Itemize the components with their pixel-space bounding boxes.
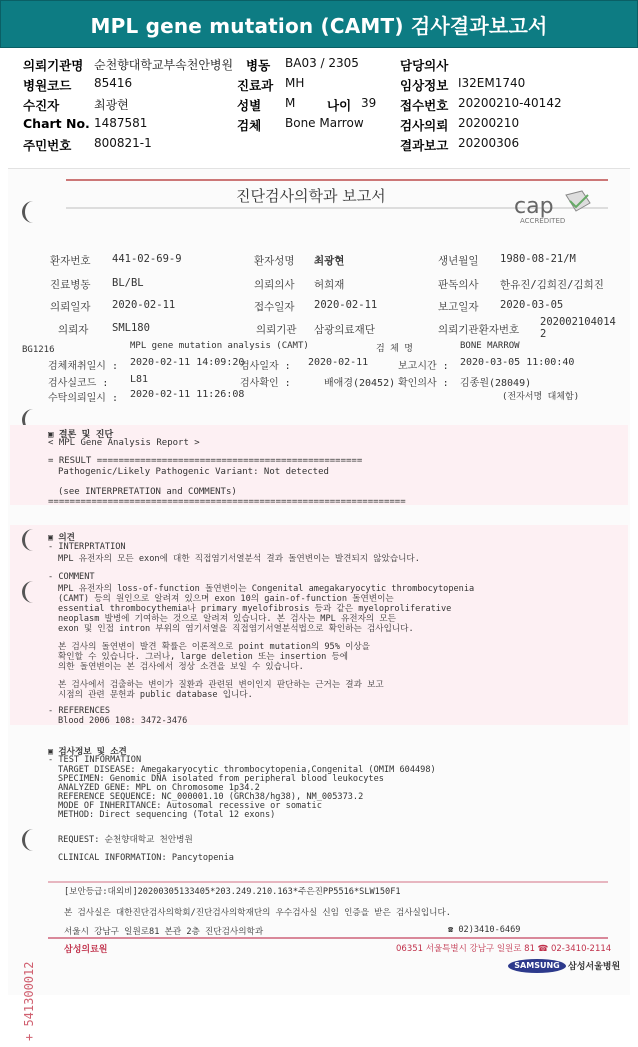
label-ward: 병동 (246, 58, 271, 73)
value-report-date2: 2020-03-05 (500, 299, 564, 311)
comment-line-2: (CAMT) 등의 원인으로 알려져 있으며 exon 10의 gain-of-function 돌연변이는 (58, 594, 394, 604)
binder-hole-4 (22, 581, 39, 603)
binder-hole-3 (22, 529, 39, 551)
samsung-logo: SAMSUNG (508, 959, 566, 973)
label-report-date: 결과보고 (400, 138, 449, 153)
comment-line-5: exon 및 인접 intron 부위의 염기서열을 직접염기서열분석법으로 확인하는 검사입니다. (58, 624, 414, 634)
reference-item: Blood 2006 108: 3472-3476 (58, 716, 188, 726)
value-request-date2: 2020-02-11 (112, 299, 176, 311)
opinion-section-title: ▣ 의견 (48, 533, 75, 543)
cap-accredited-logo (512, 189, 594, 225)
label-requester-org: 의뢰기관명 (23, 58, 84, 73)
e-signature-note: (전자서명 대체함) (502, 392, 580, 402)
label-sex: 성별 (237, 98, 262, 113)
report-title: MPL gene mutation (CAMT) 검사결과보고서 (90, 13, 548, 38)
value-specimen-name: BONE MARROW (460, 341, 520, 351)
label-birthdate: 생년월일 (438, 255, 479, 267)
comment-line-4: neoplasm 발병에 기여하는 것으로 알려져 있습니다. 본 검사는 MPL 유전자의 모든 (58, 614, 396, 624)
value-accession: 20200210-40142 (458, 96, 562, 110)
value-hospital-code: 85416 (94, 76, 133, 90)
value-collect-time: 2020-02-11 14:09:20 (130, 357, 245, 368)
testinfo-reference-seq: REFERENCE SEQUENCE: NC_000001.10 (GRCh38/hg38), NM_005373.2 (58, 792, 364, 802)
references-heading: - REFERENCES (48, 706, 111, 716)
label-lab-code: 검사실코드 : (48, 378, 109, 389)
scanned-report (8, 168, 630, 1041)
value-requester: SML180 (112, 322, 150, 334)
testinfo-inheritance: MODE OF INHERITANCE: Autosomal recessive or somatic (58, 801, 322, 811)
hospital-address: 06351 서울특별시 강남구 일원로 81 ☎ 02-3410-2114 (396, 944, 612, 954)
comment-line-8: 의한 돌연변이는 본 검사에서 정상 소견을 보일 수 있습니다. (58, 662, 304, 672)
value-reading-doctor: 한유진/김희진/김희진 (500, 279, 604, 291)
label-report-time: 보고시간 : (398, 361, 449, 372)
label-consign-time: 수탁의뢰일시 : (48, 393, 119, 404)
report-title-bar (0, 0, 638, 48)
value-clinical-info: I32EM1740 (458, 76, 526, 90)
testinfo-section-title: ▣ 검사정보 및 소견 (48, 747, 127, 757)
label-req-org-patient-no: 의뢰기관환자번호 (438, 324, 520, 336)
value-consign-time: 2020-02-11 11:26:08 (130, 389, 245, 400)
test-code: BG1216 (22, 345, 55, 355)
value-patient: 최광현 (94, 98, 129, 112)
label-request-date: 검사의뢰 (400, 118, 449, 133)
value-req-org-patient-no-b: 2 (540, 328, 547, 340)
value-patient-name: 최광현 (314, 255, 345, 267)
label-req-org: 의뢰기관 (256, 324, 297, 336)
testinfo-clinical: CLINICAL INFORMATION: Pancytopenia (58, 853, 234, 863)
value-specimen: Bone Marrow (285, 116, 364, 130)
label-clinical-info: 임상정보 (400, 78, 449, 93)
binder-hole-1 (22, 201, 39, 223)
label-age: 나이 (327, 98, 352, 113)
result-line: Pathogenic/Likely Pathogenic Variant: Not detected (58, 467, 329, 477)
testinfo-method: METHOD: Direct sequencing (Total 12 exons) (58, 810, 276, 820)
label-patient-no: 환자번호 (50, 255, 91, 267)
label-accession: 접수번호 (400, 98, 449, 113)
result-see-note: (see INTERPRETATION and COMMENTs) (58, 487, 237, 497)
label-chart-no: Chart No. (23, 116, 90, 131)
label-confirm-doctor: 확인의사 : (398, 378, 449, 389)
footer-divider (48, 937, 608, 939)
cap-sub-text: ACCREDITED (520, 217, 566, 225)
value-department: MH (285, 76, 305, 90)
value-ref-doctor: 허희재 (314, 279, 345, 291)
value-birthdate: 1980-08-21/M (500, 253, 576, 265)
side-code-stamp (16, 787, 56, 1047)
value-test-check: 배애경(20452) (324, 378, 396, 389)
result-label: = RESULT ================================================= (48, 456, 363, 466)
interpretation-text: MPL 유전자의 모든 exon에 대한 직접염기서열분석 결과 돌연변이는 발견되지 않았습니다. (58, 554, 420, 564)
label-request-date2: 의뢰일자 (50, 301, 91, 313)
result-double-rule: ================================================================== (48, 497, 406, 507)
testinfo-heading: - TEST INFORMATION (48, 755, 142, 765)
label-specimen-name: 검 체 명 (376, 344, 413, 354)
testinfo-gene: ANALYZED GENE: MPL on Chromosome 1p34.2 (58, 783, 260, 793)
value-ward: BA03 / 2305 (285, 56, 359, 70)
value-lab-code: L81 (130, 374, 149, 385)
testinfo-target-disease: TARGET DISEASE: Amegakaryocytic thrombocytopenia,Congenital (OMIM 604498) (58, 765, 436, 775)
interpretation-heading: - INTERPRTATION (48, 542, 126, 552)
label-patient: 수진자 (23, 98, 60, 113)
comment-line-9: 본 검사에서 검출하는 변이가 질환과 관련된 변이인지 판단하는 근거는 결과 보고 (58, 680, 384, 690)
value-test-date: 2020-02-11 (308, 357, 369, 368)
comment-heading: - COMMENT (48, 572, 95, 582)
value-report-time: 2020-03-05 11:00:40 (460, 357, 575, 368)
value-sex: M (285, 96, 296, 110)
label-ref-doctor: 의뢰의사 (254, 279, 295, 291)
value-chart-no: 1487581 (94, 116, 148, 130)
label-test-check: 검사확인 : (240, 378, 291, 389)
footer-top-divider (48, 881, 608, 883)
label-patient-name: 환자성명 (254, 255, 295, 267)
value-patient-no: 441-02-69-9 (112, 253, 182, 265)
top-divider (66, 179, 608, 181)
side-code-text: + 541300012 (22, 961, 36, 1041)
label-ward2: 진료병동 (50, 279, 91, 291)
label-doctor: 담당의사 (400, 58, 449, 73)
testinfo-specimen: SPECIMEN: Genomic DNA isolated from peripheral blood leukocytes (58, 774, 384, 784)
value-request-date: 20200210 (458, 116, 520, 130)
value-requester-org: 순천향대학교부속천안병원 (94, 58, 234, 72)
label-department: 진료과 (237, 78, 274, 93)
comment-line-1: MPL 유전자의 loss-of-function 돌연변이는 Congenital amegakaryocytic thrombocytopenia (58, 584, 475, 594)
lab-phone: ☎ 02)3410-6469 (448, 925, 521, 935)
label-specimen: 검체 (237, 118, 262, 133)
value-receipt-date: 2020-02-11 (314, 299, 378, 311)
security-line: [보안등급:대외비]20200305133405*203.249.210.163*주은진PP5516*SLW150F1 (64, 887, 401, 897)
label-reading-doctor: 판독의사 (438, 279, 479, 291)
report-heading: 진단검사의학과 보고서 (236, 187, 386, 205)
value-req-org-patient-no-a: 202002104014 (540, 316, 616, 328)
result-section-title: ▣ 결론 및 진단 (48, 430, 114, 440)
hospital-name: 삼성서울병원 (568, 962, 621, 972)
value-req-org: 삼광의료재단 (314, 324, 375, 336)
value-report-date: 20200306 (458, 136, 520, 150)
label-requester: 의뢰자 (58, 324, 89, 336)
accreditation-note: 본 검사실은 대한진단검사의학회/진단검사의학재단의 우수검사실 신임 인증을 받은 검사실입니다. (64, 908, 451, 918)
test-name: MPL gene mutation analysis (CAMT) (130, 341, 309, 351)
label-hospital-code: 병원코드 (23, 78, 72, 93)
label-resident-no: 주민번호 (23, 138, 72, 153)
comment-line-7: 확인할 수 있습니다. 그러나, large deletion 또는 insertion 등에 (58, 652, 349, 662)
label-report-date2: 보고일자 (438, 301, 479, 313)
value-resident-no: 800821-1 (94, 136, 152, 150)
comment-line-6: 본 검사의 돌연변이 발견 확률은 이론적으로 point mutation의 95% 이상을 (58, 642, 370, 652)
comment-line-3: essential thrombocythemia나 primary myelofibrosis 등과 같은 myeloproliferative (58, 604, 452, 614)
testinfo-request: REQUEST: 순천향대학교 천안병원 (58, 835, 193, 845)
value-confirm-doctor: 김종원(28049) (460, 378, 532, 389)
comment-line-10: 시점의 관련 문헌과 public database 입니다. (58, 690, 253, 700)
cap-logo-text: cap (514, 194, 554, 219)
value-ward2: BL/BL (112, 277, 144, 289)
label-receipt-date: 접수일자 (254, 301, 295, 313)
header-info (0, 50, 638, 160)
label-collect-time: 검체채취일시 : (48, 361, 119, 372)
org-name: 삼성의료원 (64, 945, 108, 955)
result-subtitle: < MPL Gene Analysis Report > (48, 438, 200, 448)
value-age: 39 (361, 96, 377, 110)
label-test-date: 검사일자 : (240, 361, 291, 372)
lab-address: 서울시 강남구 일원로81 본관 2층 진단검사의학과 (64, 927, 264, 937)
